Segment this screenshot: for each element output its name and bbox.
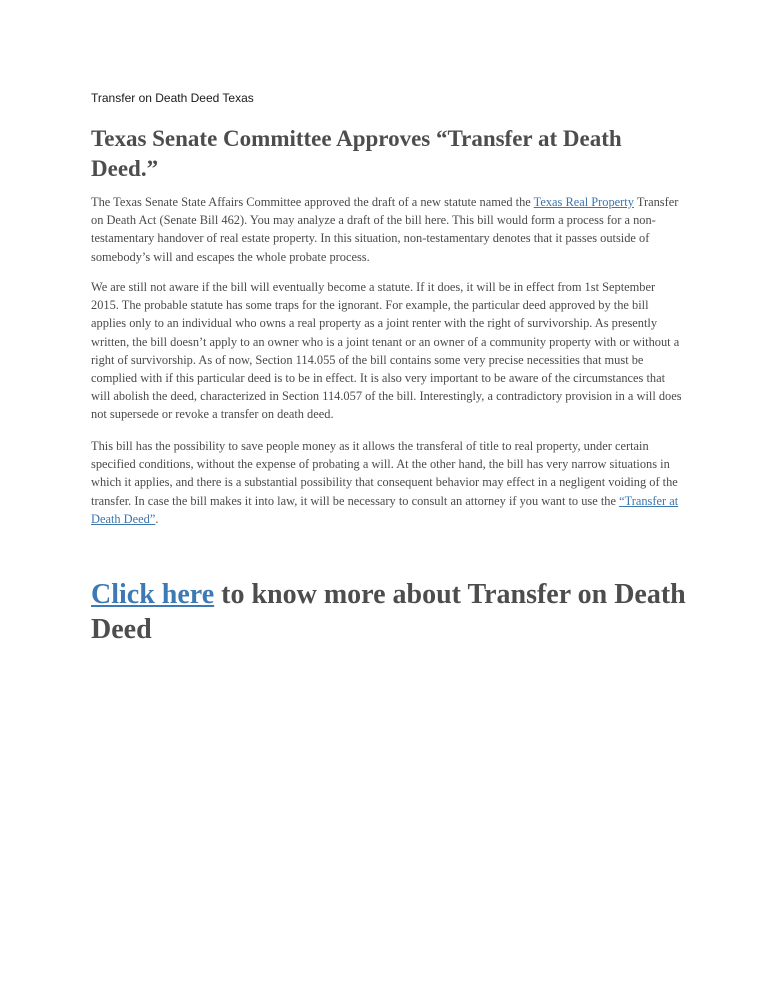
- paragraph-intro-text-end: Transfer on Death Act (Senate Bill 462). You may analyze a draft of the bill here. This bill would form a process for a non-testamentary handover of real estate property. In this situation, non-testamentary denotes that it passes outside of somebody’s will and escapes the whole probate process.: [91, 195, 679, 264]
- document-header: Transfer on Death Deed Texas: [91, 91, 254, 105]
- click-here-link[interactable]: Click here: [91, 579, 215, 610]
- call-to-action-text: to know more about Transfer on Death Deed: [91, 579, 686, 645]
- transfer-at-death-deed-link[interactable]: “Transfer at Death Deed”: [91, 493, 679, 526]
- paragraph-intro: [91, 193, 683, 266]
- article-title: Texas Senate Committee Approves “Transfer at Death Deed.”: [91, 126, 622, 181]
- paragraph-status: We are still not aware if the bill will eventually become a statute. If it does, it will be in effect from 1st September 2015. The probable statute has some traps for the ignorant. For example, the particular deed approved by the bill applies only to an individual who owns a real property as a joint renter with the right of survivorship. As presently written, the bill doesn’t apply to an owner who is a joint tenant or an owner of a community property with or without a right of survivorship. As of now, Section 114.055 of the bill contains some very precise necessities that must be complied with if this particular deed is to be in effect. It is also very important to be aware of the circumstances that will abolish the deed, characterized in Section 114.057 of the bill. Interestingly, a contradictory provision in a will does not supersede or revoke a transfer on death deed.: [91, 280, 682, 422]
- paragraph-benefits-text-start: This bill has the possibility to save people money as it allows the transferal of title to real property, under certain specified conditions, without the expense of probating a will. At the other hand, the bill has very narrow situations in which it applies, and there is a substantial possibility that consequent behavior may effect in a negligent voiding of the transfer. In case the bill makes it into law, it will be necessary to consult an attorney if you want to use the: [91, 439, 678, 508]
- call-to-action-heading: [91, 577, 691, 647]
- paragraph-benefits: [91, 437, 683, 528]
- paragraph-benefits-text-end: .: [155, 511, 159, 526]
- paragraph-intro-text-start: The Texas Senate State Affairs Committee approved the draft of a new statute named the: [91, 195, 534, 209]
- texas-real-property-link[interactable]: Texas Real Property: [533, 195, 634, 209]
